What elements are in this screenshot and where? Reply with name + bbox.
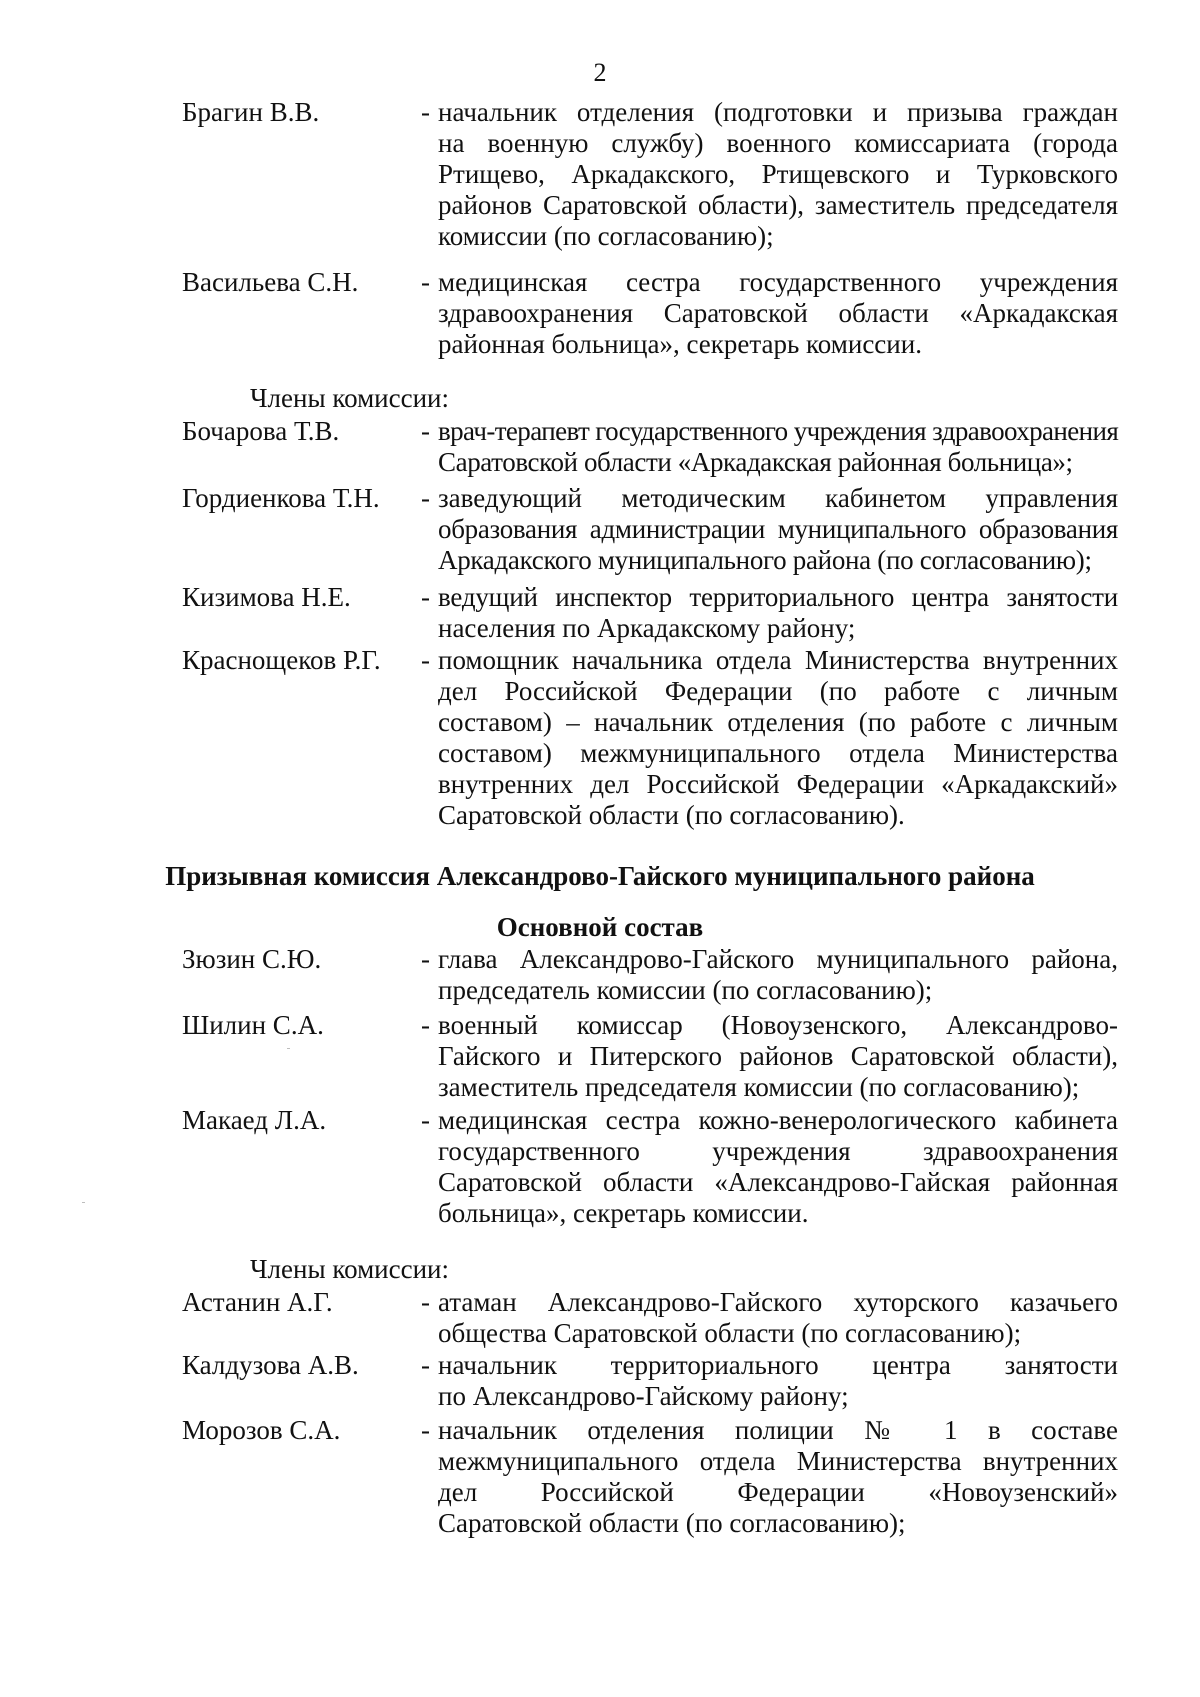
dash: - [421, 416, 430, 446]
description-line: составом) межмуниципального отдела Министерства [438, 738, 1118, 768]
description-line: межмуниципального отдела Министерства внутренних [438, 1446, 1118, 1476]
description-line: Ртищево, Аркадакского, Ртищевского и Турковского [438, 159, 1118, 189]
member-description [438, 483, 1118, 576]
member-name: Краснощеков Р.Г. [182, 645, 381, 675]
member-name: Зюзин С.Ю. [182, 944, 322, 974]
description-line: заместитель председателя комиссии (по согласованию); [438, 1072, 1080, 1102]
description-line: председатель комиссии (по согласованию); [438, 975, 933, 1005]
member-name: Астанин А.Г. [182, 1287, 333, 1317]
description-line: больница», секретарь комиссии. [438, 1198, 809, 1228]
section-subtitle: Основной состав [496, 912, 704, 942]
description-line: Гайского и Питерского районов Саратовской области), [438, 1041, 1118, 1071]
description-line: государственного учреждения здравоохранения [438, 1136, 1118, 1166]
member-name: Шилин С.А. [182, 1010, 324, 1040]
description-line: заведующий методическим кабинетом управления [438, 483, 1118, 513]
member-name: Васильева С.Н. [182, 267, 359, 297]
dash: - [421, 1105, 430, 1135]
members-label: Члены комиссии: [250, 1254, 449, 1284]
member-name: Макаед Л.А. [182, 1105, 327, 1135]
scan-speck [287, 1048, 290, 1049]
description-line: Саратовской области (по согласованию). [438, 800, 905, 830]
member-description [438, 416, 1118, 478]
section-title: Призывная комиссия Александрово-Гайского муниципального района [165, 861, 1035, 891]
member-description [438, 1010, 1118, 1103]
description-line: медицинская сестра кожно-венерологического кабинета [438, 1105, 1118, 1135]
member-description [438, 267, 1118, 360]
page-number: 2 [593, 58, 607, 87]
description-line: общества Саратовской области (по согласованию); [438, 1318, 1022, 1348]
description-line: Саратовской области «Александрово-Гайская районная [438, 1167, 1118, 1197]
description-line: районная больница», секретарь комиссии. [438, 329, 922, 359]
member-name: Бочарова Т.В. [182, 416, 340, 446]
dash: - [421, 582, 430, 612]
description-line: комиссии (по согласованию); [438, 221, 774, 251]
description-line: образования администрации муниципального образования [438, 514, 1118, 544]
member-description [438, 97, 1118, 252]
description-line: медицинская сестра государственного учреждения [438, 267, 1118, 297]
dash: - [421, 944, 430, 974]
dash: - [421, 1010, 430, 1040]
description-line: на военную службу) военного комиссариата (города [438, 128, 1118, 158]
member-description [438, 1350, 1118, 1412]
member-description [438, 1105, 1118, 1229]
description-line: начальник территориального центра занятости [438, 1350, 1118, 1380]
dash: - [421, 1350, 430, 1380]
dash: - [421, 645, 430, 675]
member-name: Морозов С.А. [182, 1415, 341, 1445]
description-line: Саратовской области «Аркадакская районная больница»; [438, 447, 1073, 477]
description-line: дел Российской Федерации (по работе с личным [438, 676, 1118, 706]
description-line: начальник отделения полиции № 1 в составе [438, 1415, 1118, 1445]
description-line: дел Российской Федерации «Новоузенский» [438, 1477, 1118, 1507]
description-line: Саратовской области (по согласованию); [438, 1508, 906, 1538]
dash: - [421, 97, 430, 127]
scan-speck [82, 1202, 85, 1203]
description-line: помощник начальника отдела Министерства внутренних [438, 645, 1118, 675]
dash: - [421, 1287, 430, 1317]
description-line: военный комиссар (Новоузенского, Александрово- [438, 1010, 1118, 1040]
description-line: ведущий инспектор территориального центра занятости [438, 582, 1118, 612]
member-description [438, 944, 1118, 1006]
description-line: районов Саратовской области), заместитель председателя [438, 190, 1118, 220]
members-label: Члены комиссии: [250, 383, 449, 413]
description-line: начальник отделения (подготовки и призыва граждан [438, 97, 1118, 127]
member-description [438, 1415, 1118, 1539]
member-name: Брагин В.В. [182, 97, 320, 127]
dash: - [421, 267, 430, 297]
dash: - [421, 483, 430, 513]
member-name: Кизимова Н.Е. [182, 582, 351, 612]
member-name: Гордиенкова Т.Н. [182, 483, 380, 513]
member-description [438, 645, 1118, 831]
description-line: здравоохранения Саратовской области «Аркадакская [438, 298, 1118, 328]
description-line: атаман Александрово-Гайского хуторского казачьего [438, 1287, 1118, 1317]
description-line: Аркадакского муниципального района (по согласованию); [438, 545, 1092, 575]
description-line: населения по Аркадакскому району; [438, 613, 856, 643]
description-line: врач-терапевт государственного учреждения здравоохранения [438, 416, 1119, 446]
description-line: составом) – начальник отделения (по работе с личным [438, 707, 1118, 737]
member-name: Калдузова А.В. [182, 1350, 359, 1380]
member-description [438, 582, 1118, 644]
description-line: внутренних дел Российской Федерации «Аркадакский» [438, 769, 1118, 799]
description-line: по Александрово-Гайскому району; [438, 1381, 849, 1411]
description-line: глава Александрово-Гайского муниципального района, [438, 944, 1118, 974]
dash: - [421, 1415, 430, 1445]
member-description [438, 1287, 1118, 1349]
